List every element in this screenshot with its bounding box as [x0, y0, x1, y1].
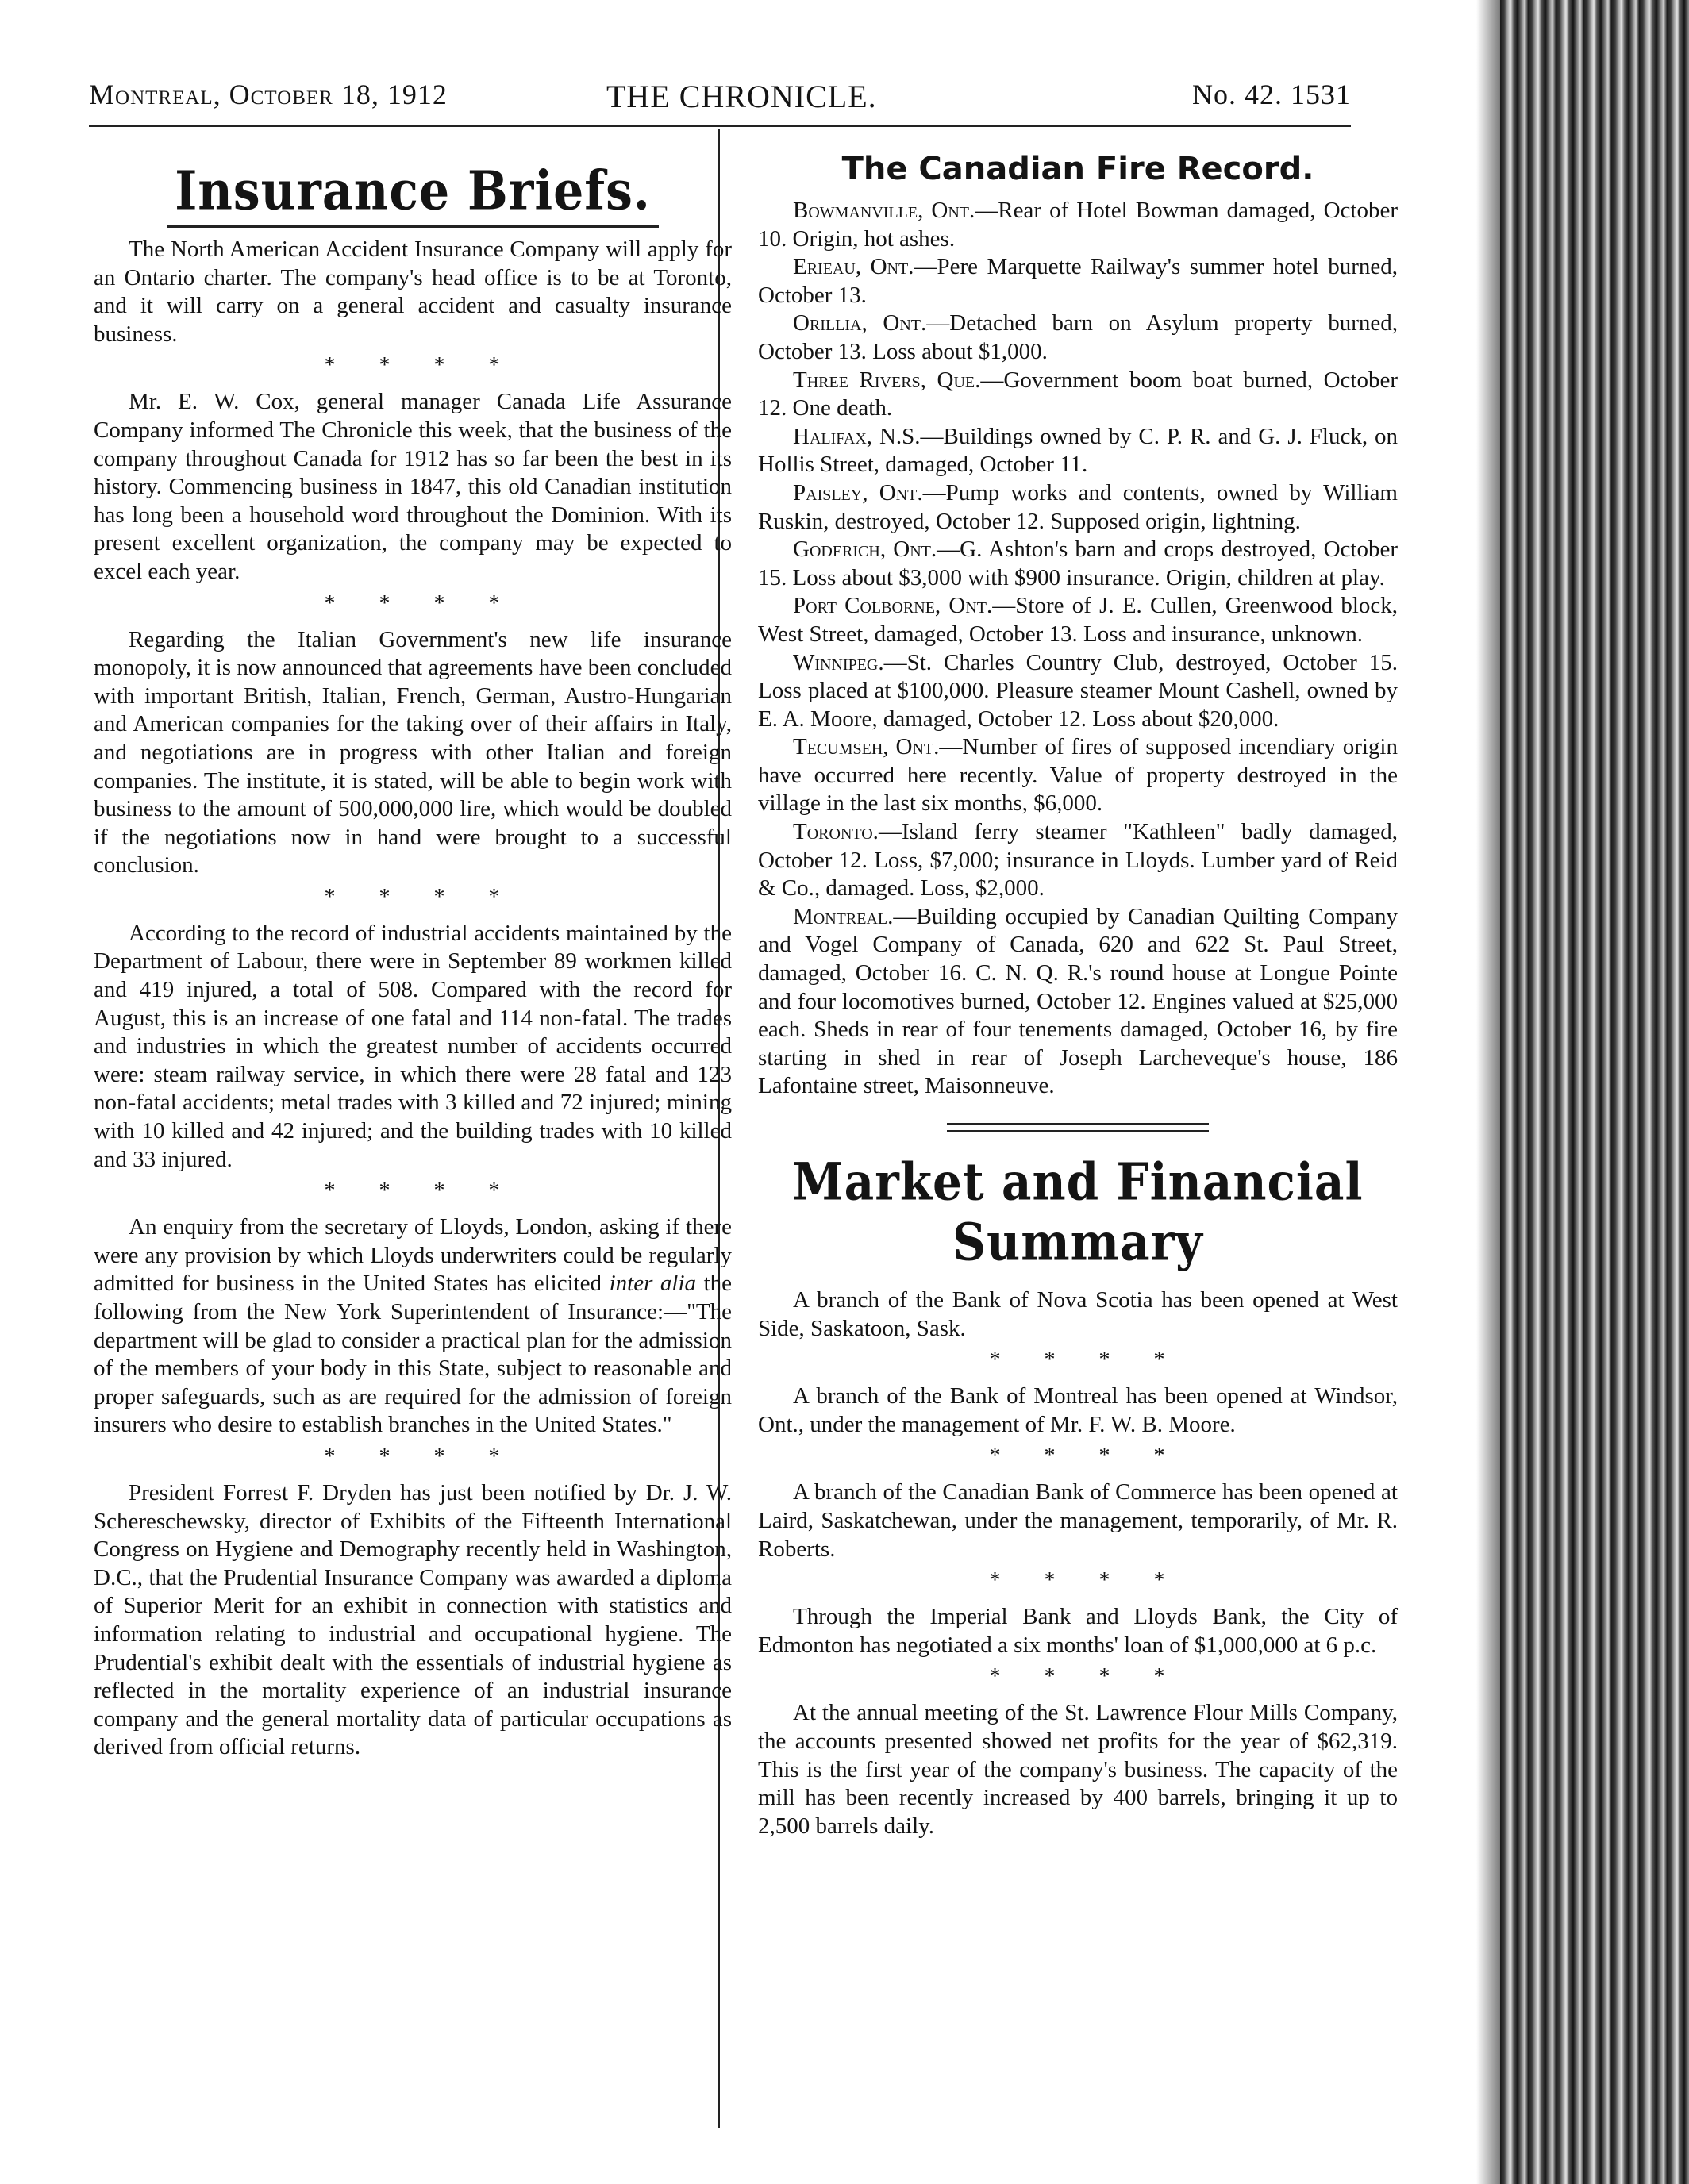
- brief-paragraph: [94, 1213, 732, 1440]
- right-column: [758, 151, 1398, 1840]
- fire-entry: [758, 310, 1398, 366]
- section-title-market-summary: Market and Financial Summary: [792, 1151, 1364, 1273]
- left-column: [94, 151, 732, 1762]
- section-separator: * * * *: [324, 1444, 502, 1469]
- fire-entry: [758, 423, 1398, 479]
- market-paragraph: A branch of the Bank of Nova Scotia has been opened at West Side, Saskatoon, Sask.: [758, 1287, 1398, 1341]
- fire-entry-place: Orillia, Ont.: [793, 310, 927, 336]
- fire-record-list: [758, 197, 1398, 1101]
- fire-entry-text: —Building occupied by Canadian Quilting Company and Vogel Company of Canada, 620 and 622 St. Paul Street, damaged, October 16. C. N. Q. R.'s round house at Longue Pointe and four locomotives burned, October 12. Engines valued at $25,000 each. Sheds in rear of four tenements damaged, October 16, by fire starting in shed in rear of Joseph Larcheveque's house, 186 Lafontaine street, Maisonneuve.: [758, 903, 1398, 1099]
- fire-entry-place: Port Colborne, Ont.: [793, 593, 993, 619]
- fire-entry: [758, 367, 1398, 423]
- fire-entry-text: —Government boom boat burned, October 12. One death.: [758, 367, 1398, 421]
- page-edge-shadow: [1476, 0, 1503, 2184]
- book-page-edges: [1500, 0, 1689, 2184]
- section-separator: * * * *: [989, 1664, 1167, 1690]
- fire-entry: [758, 253, 1398, 310]
- fire-entry-text: —Pump works and contents, owned by William Ruskin, destroyed, October 12. Supposed origin, lightning.: [758, 479, 1398, 534]
- fire-entry-text: —St. Charles Country Club, destroyed, October 15. Loss placed at $100,000. Pleasure steamer Mount Cashell, owned by E. A. Moore, damaged, October 12. Loss about $20,000.: [758, 649, 1398, 732]
- fire-entry: [758, 649, 1398, 734]
- section-title-insurance-briefs: Insurance Briefs.: [175, 160, 651, 223]
- brief-paragraph: President Forrest F. Dryden has just been notified by Dr. J. W. Schereschewsky, director of Exhibits of the Fifteenth International Congress on Hygiene and Demography recently held in Washington, D.C., that the Prudential Insurance Company was awarded a diploma of Superior Merit for an exhibit in connection with statistics and information relating to industrial and occupational hygiene. The Prudential's exhibit dealt with the essentials of industrial hygiene as reflected in the mortality experience of an industrial insurance company and the general mortality data of particular occupations as derived from official returns.: [94, 1479, 732, 1760]
- section-title-fire-record: The Canadian Fire Record.: [841, 151, 1314, 187]
- fire-entry-place: Three Rivers, Que.: [793, 367, 981, 393]
- brief-paragraph: Regarding the Italian Government's new life insurance monopoly, it is now announced that agreements have been concluded with important British, Italian, French, German, Austro-Hungarian and American companies for the taking over of their affairs in Italy, and negotiations are in progress with other Italian and foreign companies. The institute, it is stated, will be able to begin work with business to the amount of 500,000,000 lire, which would be doubled if the negotiations now in hand were brought to a successful conclusion.: [94, 626, 732, 879]
- section-double-rule: [947, 1123, 1209, 1132]
- running-header: [89, 78, 1351, 125]
- fire-entry-text: —Store of J. E. Cullen, Greenwood block, West Street, damaged, October 13. Loss and insurance, unknown.: [758, 593, 1398, 647]
- fire-entry: [758, 818, 1398, 903]
- market-paragraph: A branch of the Canadian Bank of Commerce has been opened at Laird, Saskatchewan, under the management, temporarily, of Mr. R. Roberts.: [758, 1479, 1398, 1562]
- market-paragraph: A branch of the Bank of Montreal has been opened at Windsor, Ont., under the management of Mr. F. W. B. Moore.: [758, 1383, 1398, 1437]
- fire-entry-place: Toronto.: [793, 819, 879, 845]
- section-separator: * * * *: [989, 1348, 1167, 1373]
- fire-entry-place: Bowmanville, Ont.: [793, 198, 975, 223]
- fire-entry-text: —Island ferry steamer "Kathleen" badly damaged, October 12. Loss, $7,000; insurance in Lloyds. Lumber yard of Reid & Co., damaged. Loss, $2,000.: [758, 819, 1398, 902]
- fire-entry-place: Goderich, Ont.: [793, 536, 937, 563]
- market-paragraph: At the annual meeting of the St. Lawrence Flour Mills Company, the accounts presented showed net profits for the year of $62,319. This is the first year of the company's business. The capacity of the mill has been recently increased by 400 barrels, bringing it up to 2,500 barrels daily.: [758, 1700, 1398, 1839]
- brief-text: the following from the New York Superintendent of Insurance:—"The department will be glad to consider a practical plan for the admission of the members of your body in this State, subject to reasonable and proper safeguards, such as are required for the admission of foreign insurers who desire to establish branches in the United States.": [94, 1271, 732, 1438]
- section-separator: * * * *: [989, 1568, 1167, 1594]
- fire-entry-place: Winnipeg.: [793, 649, 884, 675]
- brief-text: An enquiry from the secretary of Lloyds, London, asking if there were any provision by which Lloyds underwriters could be regularly admitted for business in the United States has elicited: [94, 1214, 732, 1297]
- brief-paragraph: According to the record of industrial accidents maintained by the Department of Labour, there were in September 89 workmen killed and 419 injured, a total of 508. Compared with the record for August, this is an increase of one fatal and 114 non-fatal. The trades and industries in which the greatest number of accidents occurred were: steam railway service, in which there were 28 fatal and 123 non-fatal accidents; metal trades with 3 killed and 72 injured; mining with 10 killed and 42 injured; and the building trades with 10 killed and 33 injured.: [94, 920, 732, 1172]
- section-title-rule: [167, 225, 659, 228]
- fire-entry-place: Paisley, Ont.: [793, 479, 923, 506]
- fire-entry: [758, 903, 1398, 1101]
- fire-entry-place: Erieau, Ont.: [793, 254, 914, 280]
- fire-entry-text: —Buildings owned by C. P. R. and G. J. Fluck, on Hollis Street, damaged, October 11.: [758, 423, 1398, 478]
- fire-entry-place: Halifax, N.S.: [793, 423, 921, 449]
- latin-phrase: inter alia: [609, 1271, 697, 1297]
- brief-paragraph: Mr. E. W. Cox, general manager Canada Life Assurance Company informed The Chronicle this week, that the business of the company throughout Canada for 1912 has so far been the best in its history. Commencing business in 1847, this old Canadian institution has long been a household word throughout the Dominion. With its present excellent organization, the company may be expected to excel each year.: [94, 389, 732, 584]
- section-separator: * * * *: [324, 1179, 502, 1204]
- fire-entry-text: —Rear of Hotel Bowman damaged, October 10. Origin, hot ashes.: [758, 198, 1398, 252]
- header-rule: [89, 125, 1351, 127]
- fire-entry: [758, 733, 1398, 818]
- fire-entry: [758, 536, 1398, 592]
- fire-entry: [758, 592, 1398, 648]
- brief-paragraph: The North American Accident Insurance Company will apply for an Ontario charter. The company's head office is to be at Toronto, and it will carry on a general accident and casualty insurance business.: [94, 236, 732, 347]
- fire-entry-place: Tecumseh, Ont.: [793, 734, 940, 760]
- fire-entry-text: —Number of fires of supposed incendiary origin have occurred here recently. Value of property destroyed in the village in the last six months, $6,000.: [758, 734, 1398, 817]
- fire-entry-text: —Detached barn on Asylum property burned, October 13. Loss about $1,000.: [758, 310, 1398, 364]
- header-issue-page-number: No. 42. 1531: [1192, 79, 1351, 110]
- fire-entry-place: Montreal.: [793, 903, 894, 929]
- fire-entry-text: —G. Ashton's barn and crops destroyed, October 15. Loss about $3,000 with $900 insurance. Origin, children at play.: [758, 536, 1398, 590]
- section-separator: * * * *: [324, 884, 502, 909]
- fire-entry: [758, 197, 1398, 253]
- header-publication-title: THE CHRONICLE.: [606, 79, 877, 114]
- section-separator: * * * *: [324, 353, 502, 379]
- section-separator: * * * *: [989, 1444, 1167, 1469]
- header-date: Montreal, October 18, 1912: [89, 79, 448, 110]
- section-separator: * * * *: [324, 590, 502, 616]
- fire-entry: [758, 479, 1398, 536]
- fire-entry-text: —Pere Marquette Railway's summer hotel burned, October 13.: [758, 254, 1398, 308]
- market-paragraph: Through the Imperial Bank and Lloyds Bank, the City of Edmonton has negotiated a six months' loan of $1,000,000 at 6 p.c.: [758, 1604, 1398, 1658]
